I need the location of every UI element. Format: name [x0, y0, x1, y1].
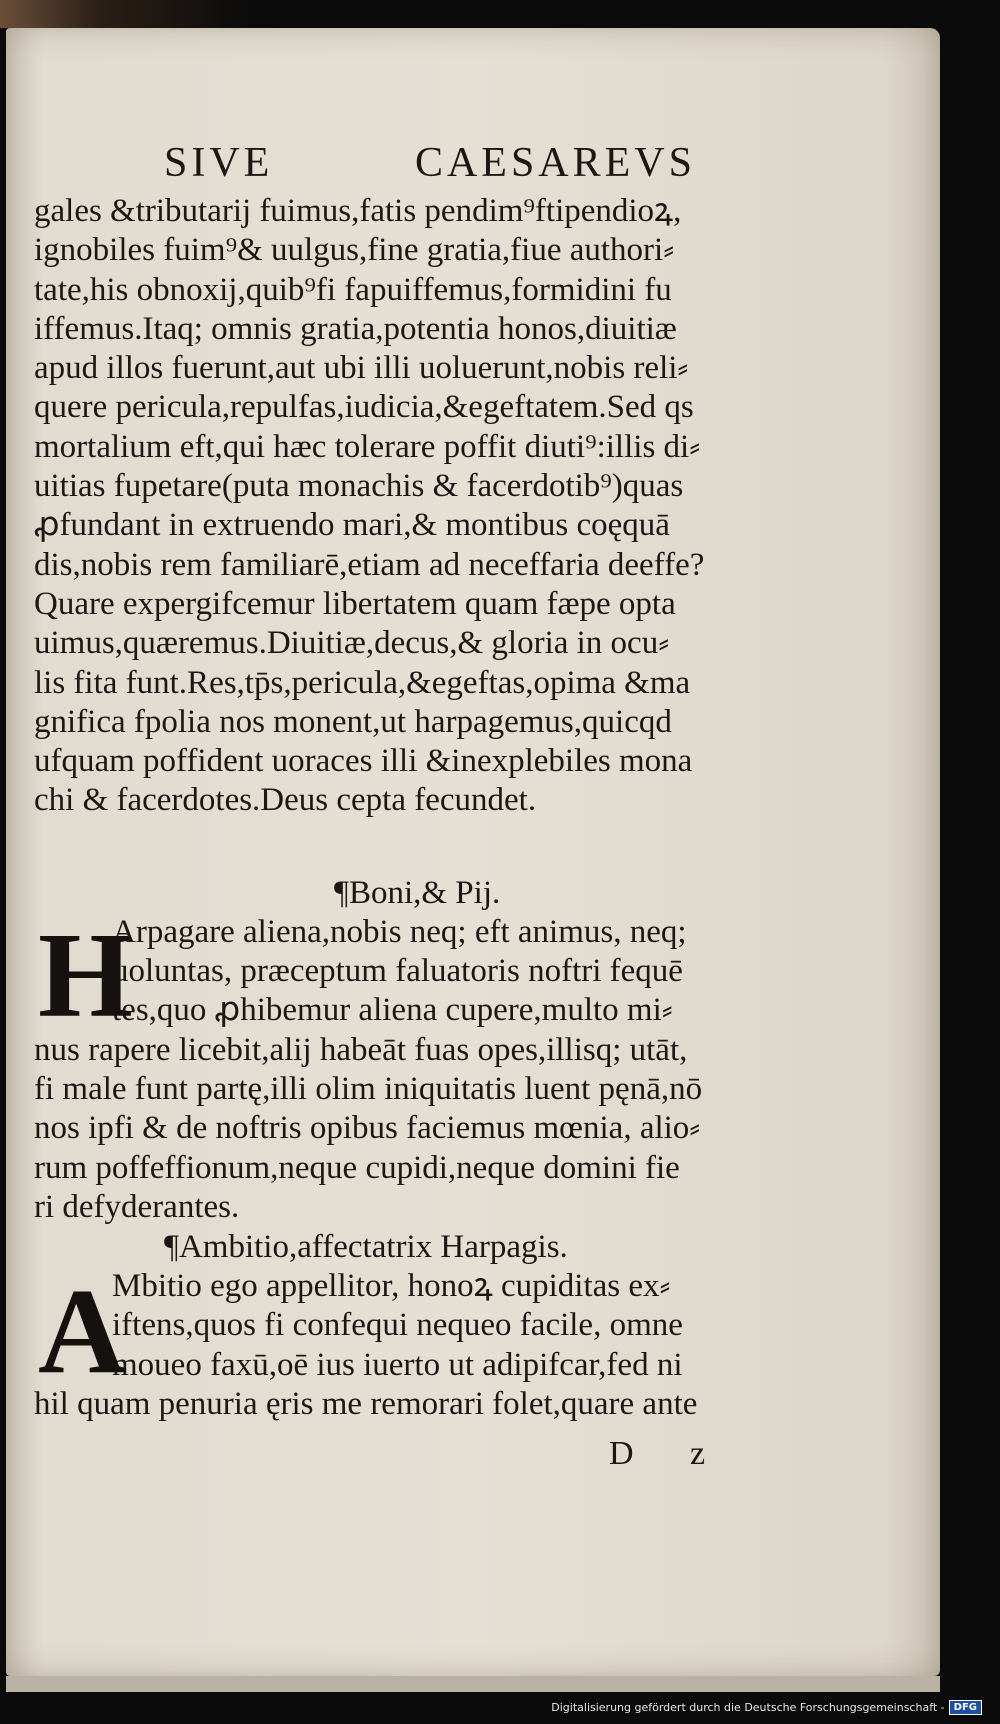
text-line: ꝓfundant in extruendo mari,& montibus coęquā	[34, 507, 670, 544]
credit-text: Digitalisierung gefördert durch die Deutsche Forschungsgemeinschaft -	[551, 1701, 945, 1714]
header-left: SIVE	[164, 140, 274, 186]
drop-cap: H	[38, 907, 133, 1043]
drop-cap: A	[38, 1264, 127, 1400]
text-line: nus rapere licebit,alij habeāt fuas opes,illisq; utāt,	[34, 1031, 688, 1068]
text-line: quere pericula,repulfas,iudicia,&egeftatem.Sed qs	[34, 389, 694, 426]
scan-top-edge	[0, 0, 1000, 28]
section-heading-boni: ¶Boni,& Pij.	[334, 874, 501, 911]
text-line: uoluntas, præceptum faluatoris noftri fequē	[112, 953, 683, 990]
section-gap	[34, 821, 844, 873]
paragraph-2	[34, 907, 844, 1227]
text-line: iffemus.Itaq; omnis gratia,potentia honos,diuitiæ	[34, 310, 677, 347]
scan-bottom-edge	[6, 1676, 940, 1692]
text-line: hil quam penuria ęris me remorari folet,quare ante	[34, 1386, 698, 1423]
text-line: rum poffeffionum,neque cupidi,neque domini fie	[34, 1149, 680, 1186]
paragraph-1	[34, 192, 844, 821]
text-line: mortalium eft,qui hæc tolerare poffit diuti⁹:illis di⸗	[34, 428, 701, 465]
dfg-logo: DFG	[949, 1700, 982, 1715]
page-text	[34, 138, 844, 1478]
text-line: tes,quo ꝓhibemur aliena cupere,multo mi⸗	[112, 992, 673, 1029]
digitization-credit	[551, 1700, 982, 1715]
text-line: Quare expergifcemur libertatem quam fæpe opta	[34, 585, 676, 622]
text-line: ufquam poffident uoraces illi &inexplebiles mona	[34, 743, 693, 780]
text-line: Mbitio ego appellitor, honoꝝ cupiditas ex⸗	[112, 1268, 671, 1305]
text-line: lis fita funt.Res,tp̄s,pericula,&egeftas,opima &ma	[34, 664, 691, 701]
text-line: gnifica fpolia nos monent,ut harpagemus,quicqd	[34, 703, 672, 740]
text-line: uimus,quæremus.Diuitiæ,decus,& gloria in ocu⸗	[34, 625, 670, 662]
text-line: uitias fupetare(puta monachis & facerdotib⁹)quas	[34, 468, 684, 505]
text-line: nos ipfi & de noftris opibus faciemus mœnia, alio⸗	[34, 1110, 701, 1147]
text-line: Arpagare aliena,nobis neq; eft animus, neq;	[112, 913, 687, 950]
text-line: apud illos fuerunt,aut ubi illi uoluerunt,nobis reli⸗	[34, 350, 689, 387]
text-line: ignobiles fuim⁹& uulgus,fine gratia,fiue authori⸗	[34, 232, 675, 269]
signature-mark: D z	[609, 1435, 730, 1473]
book-page	[6, 28, 940, 1676]
paragraph-3	[34, 1264, 844, 1424]
text-line: ri defyderantes.	[34, 1188, 240, 1225]
text-line: dis,nobis rem familiarē,etiam ad neceffaria deeffe?	[34, 546, 705, 583]
text-line: moueo faxū,oē ius iuerto ut adipifcar,fed ni	[112, 1346, 683, 1383]
text-line: fi male funt partę,illi olim iniquitatis luent pęnā,nō	[34, 1070, 703, 1107]
section-heading-ambitio: ¶Ambitio,affectatrix Harpagis.	[164, 1229, 568, 1266]
header-right: CAESAREVS	[414, 140, 696, 186]
text-line: gales &tributarij fuimus,fatis pendim⁹ftipendioꝝ,	[34, 193, 682, 229]
text-line: tate,his obnoxij,quib⁹fi fapuiffemus,formidini fu	[34, 271, 672, 308]
running-header	[34, 138, 844, 188]
text-line: iftens,quos fi confequi nequeo facile, omne	[112, 1307, 683, 1344]
text-line: chi & facerdotes.Deus cepta fecundet.	[34, 782, 537, 819]
